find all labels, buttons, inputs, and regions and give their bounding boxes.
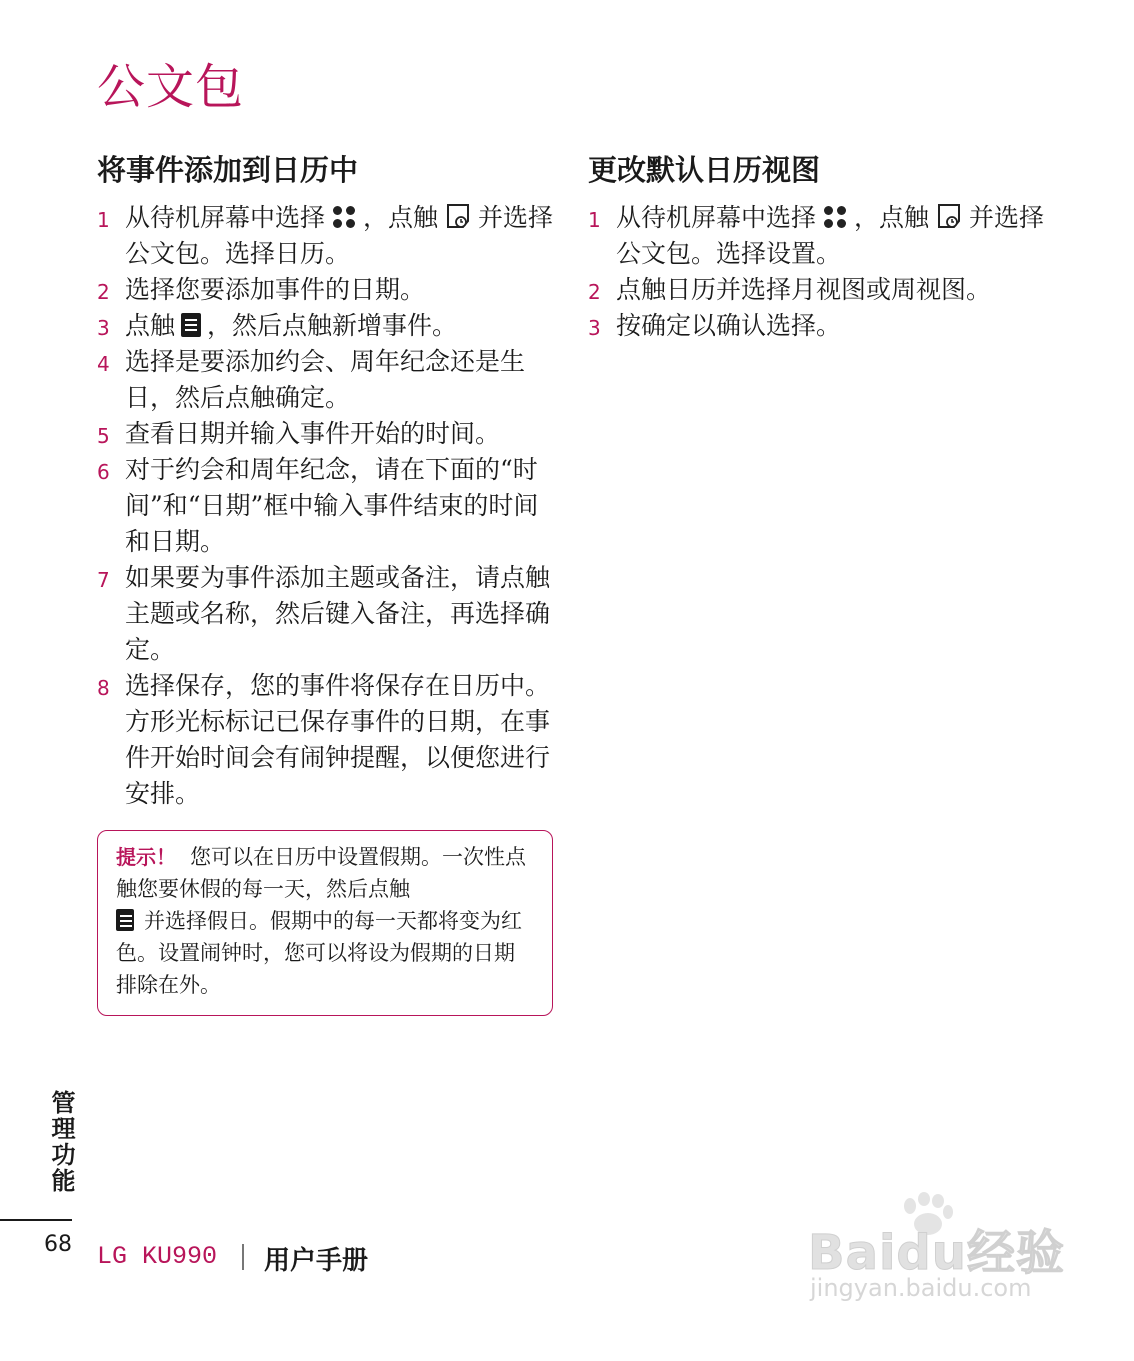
options-menu-icon (116, 909, 134, 931)
step-text: ，点触 (854, 203, 930, 232)
step-number: 3 (588, 316, 601, 340)
tip-label: 提示！ (116, 845, 176, 869)
step-text: 如果要为事件添加主题或备注，请点触主题或名称，然后键入备注，再选择确定。 (125, 563, 551, 664)
page-number: 68 (44, 1232, 72, 1257)
right-section-heading: 更改默认日历视图 (588, 153, 821, 187)
tip-text: 您可以在日历中设置假期。一次性点触您要休假的每一天，然后点触 (116, 845, 526, 901)
divider (0, 1219, 72, 1221)
left-steps-list (97, 200, 557, 812)
left-column (97, 150, 557, 812)
step-number: 2 (97, 280, 110, 304)
step-number: 5 (97, 424, 110, 448)
four-dots-icon (331, 204, 357, 230)
organizer-clock-icon (935, 202, 963, 230)
organizer-clock-icon (444, 202, 472, 230)
footer-model: LG KU990 (97, 1242, 218, 1271)
step-number: 7 (97, 568, 110, 592)
list-item (588, 272, 1048, 308)
step-text: 点触 (125, 311, 176, 340)
list-item (97, 200, 557, 272)
options-menu-icon (181, 313, 201, 337)
step-number: 1 (97, 208, 110, 232)
list-item (97, 416, 557, 452)
step-number: 6 (97, 460, 110, 484)
list-item (588, 308, 1048, 344)
step-text: 选择保存，您的事件将保存在日历中。方形光标标记已保存事件的日期，在事件开始时间会有闹钟提醒，以便您进行安排。 (125, 671, 551, 808)
step-number: 4 (97, 352, 110, 376)
step-text: 查看日期并输入事件开始的时间。 (125, 419, 501, 448)
list-item (97, 272, 557, 308)
step-text: 按确定以确认选择。 (616, 311, 842, 340)
four-dots-icon (822, 204, 848, 230)
step-number: 2 (588, 280, 601, 304)
list-item (588, 200, 1048, 272)
watermark-brand: Baidu经验 (808, 1225, 1065, 1281)
watermark (808, 1192, 1068, 1312)
right-column (588, 150, 1048, 344)
step-text: ，然后点触新增事件。 (207, 311, 458, 340)
step-text: 选择是要添加约会、周年纪念还是生日，然后点触确定。 (125, 347, 526, 412)
step-text: ，点触 (363, 203, 439, 232)
step-text: 并选择公文包。选择设置。 (616, 203, 1045, 268)
list-item (97, 560, 557, 668)
step-text: 点触日历并选择月视图或周视图。 (616, 275, 992, 304)
step-number: 3 (97, 316, 110, 340)
step-text: 从待机屏幕中选择 (125, 203, 326, 232)
tip-text: 并选择假日。假期中的每一天都将变为红色。设置闹钟时，您可以将设为假期的日期排除在外。 (116, 909, 522, 997)
list-item (97, 452, 557, 560)
right-steps-list (588, 200, 1048, 344)
step-number: 1 (588, 208, 601, 232)
tip-box (97, 830, 553, 1016)
section-label: 管理功能 (47, 1090, 75, 1194)
step-text: 从待机屏幕中选择 (616, 203, 817, 232)
left-section-heading: 将事件添加到日历中 (97, 153, 359, 187)
list-item (97, 308, 557, 344)
watermark-url: jingyan.baidu.com (810, 1274, 1032, 1302)
footer-divider (242, 1244, 244, 1270)
step-text: 对于约会和周年纪念，请在下面的“时间”和“日期”框中输入事件结束的时间和日期。 (125, 455, 539, 556)
step-text: 选择您要添加事件的日期。 (125, 275, 426, 304)
list-item (97, 668, 557, 812)
footer-manual-title: 用户手册 (264, 1246, 369, 1276)
list-item (97, 344, 557, 416)
step-text: 并选择公文包。选择日历。 (125, 203, 554, 268)
page-title: 公文包 (97, 59, 245, 115)
step-number: 8 (97, 676, 110, 700)
